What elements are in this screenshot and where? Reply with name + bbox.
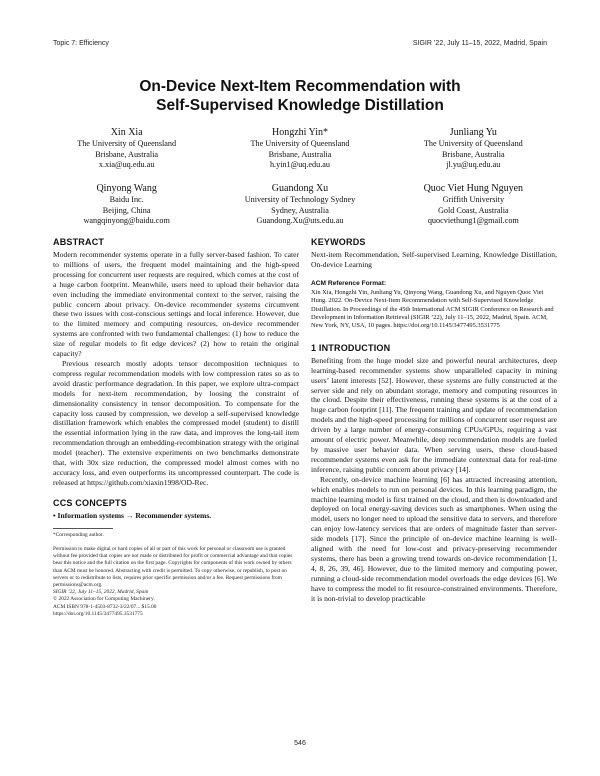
author-row-2 xyxy=(40,182,560,227)
author-location: Brisbane, Australia xyxy=(441,149,505,159)
running-head xyxy=(53,40,547,47)
author-name: Guandong Xu xyxy=(271,183,329,194)
right-column xyxy=(311,237,557,604)
author-affiliation: The University of Queensland xyxy=(250,139,350,148)
isbn-line: ACM ISBN 978-1-4503-8732-3/22/07... $15.00 xyxy=(53,603,157,610)
author-block xyxy=(213,182,386,227)
introduction-paragraph-1: Benefiting from the huge model size and powerful neural architectures, deep learning-based recommender systems show unparalleled capacity in mining users’ latent interests [52]. However, these systems are fully constructed at the server side and rely on abundant storage, memory and computing resources in the cloud. Despite their effectiveness, running these systems is at the cost of a huge carbon footprint [11]. The frequent training and update of recommendation models and the high-speed processing for millions of concurrent user request are driven by a large number of energy-consuming CPUs/GPUs, requiring a vast amount of electric power. Meanwhile, deep recommendation models are fueled by massive user behavior data. When serving users, these cloud-based recommender systems even ask for the immediate contextual data for real-time inference, raising public concern about privacy [14]. xyxy=(311,355,557,474)
author-block xyxy=(40,182,213,227)
introduction-heading: 1 INTRODUCTION xyxy=(311,342,391,353)
abstract-paragraph-2: Previous research mostly adopts tensor decomposition techniques to compress regular recommendation models with low compression rates so as to avoid drastic performance degradation. In this paper, we explore ultra-compact models for next-item recommendation, by loosing the constraint of dimensionality consistency in tensor decomposition. To compensate for the capacity loss caused by compression, we develop a self-supervised knowledge distillation framework which enables the compressed model (student) to distill the essential information lying in the raw data, and improves the long-tail item recommendation through an embedding-recombination strategy with the original model (teacher). The extensive experiments on two benchmarks demonstrate that, with 30x size reduction, the compressed model almost comes with no accuracy loss, and even outperforms its uncompressed counterpart. The code is released at https://github.com/xiaxin1998/OD-Rec. xyxy=(53,358,299,487)
abstract-heading: ABSTRACT xyxy=(53,237,105,247)
author-location: Brisbane, Australia xyxy=(268,149,332,159)
footnote-rule xyxy=(53,528,113,529)
acm-reference-heading: ACM Reference Format: xyxy=(311,279,387,287)
introduction-paragraph-2: Recently, on-device machine learning [6] has attracted increasing attention, which enables models to run on personal devices. In this learning paradigm, the machine learning model is first trained on the cloud, and then is downloaded and deployed on local energy-saving devices such as smartphones. When using the model, users no longer need to upload the sensitive data to servers, and therefore can enjoy low-latency services that are orders of magnitude faster than server-side models [17]. Since the principle of on-device machine learning is well-aligned with the need for low-cost and privacy-preserving recommender systems, there has been a growing trend towards on-device recommendation [1, 4, 8, 26, 39, 46]. However, due to the limited memory and computing power, running a cloud-side recommendation model overloads the edge devices [6]. We have to compress the model to fit resource-constrained environments. Therefore, it is non-trivial to develop practicable xyxy=(311,474,557,603)
acm-reference-text: Xin Xia, Hongzhi Yin, Junliang Yu, Qinyong Wang, Guandong Xu, and Nguyen Quoc Viet Hung. 2022. On-Device Next-Item Recommendation with Self-Supervised Knowledge Distillation. In Proceedings of the 45th International ACM SIGIR Conference on Research and Development in Information Retrieval (SIGIR ’22), July 11–15, 2022, Madrid, Spain. ACM, New York, NY, USA, 10 pages. https://doi.org/10.1145/3477495.3531775 xyxy=(311,288,554,330)
author-affiliation: Baidu Inc. xyxy=(109,195,144,204)
author-email: wangqinyong@baidu.com xyxy=(83,216,170,226)
doi-line[interactable]: https://doi.org/10.1145/3477495.3531775 xyxy=(53,610,143,617)
author-row-1 xyxy=(40,126,560,171)
abstract-paragraph-1: Modern recommender systems operate in a fully server-based fashion. To cater to millions of users, the frequent model maintaining and the high-speed processing for concurrent user requests are required, which comes at the cost of a huge carbon footprint. Meanwhile, users need to upload their behavior data even including the immediate environmental context to the server, raising the public concern about privacy. On-device recommender systems circumvent these two issues with cost-conscious settings and local inference. However, due to the limited memory and computing resources, on-device recommender systems are confronted with two fundamental challenges: (1) how to reduce the size of regular models to fit edge devices? (2) how to retain the original capacity? xyxy=(53,250,299,359)
keywords-text: Next-item Recommendation, Self-supervised Learning, Knowledge Distillation, On-device Learning xyxy=(311,250,557,269)
author-block xyxy=(387,126,560,171)
author-affiliation: Griffith University xyxy=(442,195,505,204)
ccs-item: • Information systems → Recommender systems. xyxy=(53,510,212,520)
author-affiliation: The University of Queensland xyxy=(77,139,177,148)
author-email: jl.yu@uq.edu.au xyxy=(446,160,501,170)
author-name: Qinyong Wang xyxy=(96,183,157,194)
title-line-2: Self-Supervised Knowledge Distillation xyxy=(156,97,444,114)
author-affiliation: University of Technology Sydney xyxy=(244,195,356,204)
ccs-heading: CCS CONCEPTS xyxy=(53,497,127,508)
conference-line: SIGIR ’22, July 11–15, 2022, Madrid, Spain xyxy=(53,589,149,596)
title-line-1: On-Device Next-Item Recommendation with xyxy=(139,78,461,95)
author-email: Guandong.Xu@uts.edu.au xyxy=(256,216,344,226)
author-email: quocviethung1@gmail.com xyxy=(427,216,519,226)
author-name: Junliang Yu xyxy=(449,127,497,138)
left-column xyxy=(53,237,299,618)
copyright-line: © 2022 Association for Computing Machinery. xyxy=(53,596,155,603)
permission-notice: Permission to make digital or hard copies of all or part of this work for personal or classroom use is granted without fee provided that copies are not made or distributed for profit or commercial advantage and that copies bear this notice and the full citation on the first page. Copyrights for components of this work owned by others than ACM must be honored. Abstracting with credit is permitted. To copy otherwise, or republish, to post on servers or to redistribute to lists, requires prior specific permission and/or a fee. Request permissions from permissions@acm.org. xyxy=(53,545,293,588)
author-name: Xin Xia xyxy=(110,127,143,138)
author-affiliation: The University of Queensland xyxy=(423,139,523,148)
page-number: 546 xyxy=(294,740,306,747)
author-location: Brisbane, Australia xyxy=(95,149,159,159)
running-head-left: Topic 7: Efficiency xyxy=(53,40,109,47)
author-email: x.xia@uq.edu.au xyxy=(98,160,155,170)
author-location: Beijing, China xyxy=(102,205,151,215)
keywords-heading: KEYWORDS xyxy=(311,237,366,247)
author-location: Sydney, Australia xyxy=(271,205,329,215)
author-name: Quoc Viet Hung Nguyen xyxy=(423,183,524,194)
paper-title xyxy=(40,77,560,115)
author-block xyxy=(387,182,560,227)
running-head-right: SIGIR ’22, July 11–15, 2022, Madrid, Spain xyxy=(412,40,547,47)
author-block xyxy=(213,126,386,171)
author-block xyxy=(40,126,213,171)
author-location: Gold Coast, Australia xyxy=(437,205,509,215)
author-email: h.yin1@uq.edu.au xyxy=(269,160,331,170)
author-name: Hongzhi Yin* xyxy=(271,127,328,138)
corresponding-author-note: *Corresponding author. xyxy=(53,531,104,538)
